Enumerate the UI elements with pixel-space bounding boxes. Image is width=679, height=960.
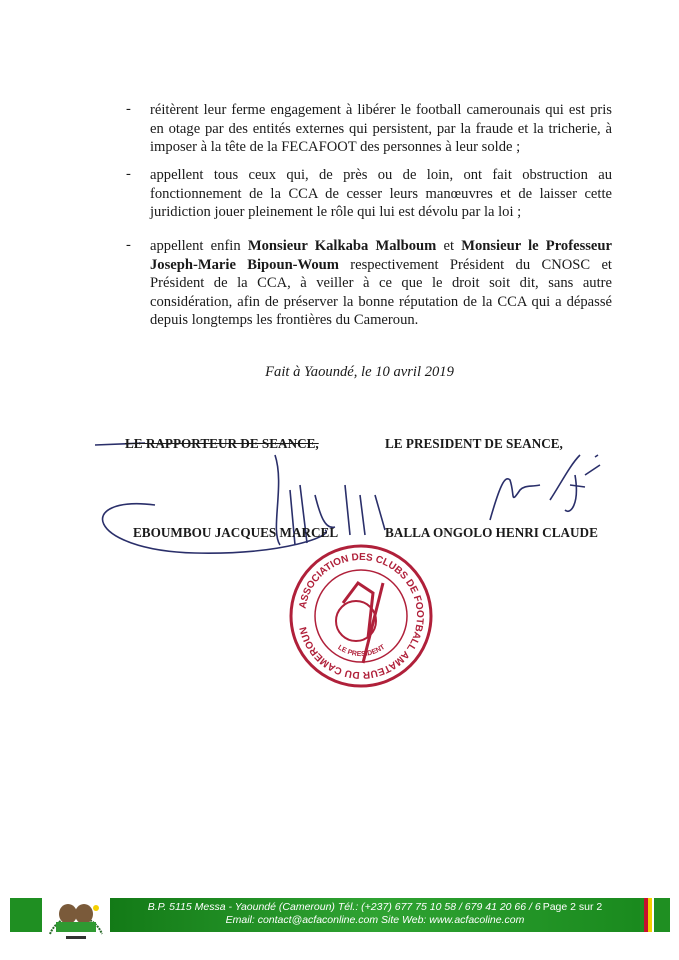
association-stamp	[288, 543, 434, 689]
association-logo	[44, 888, 108, 944]
bullet-marker: -	[126, 237, 131, 253]
svg-text:LE PRESIDENT: LE PRESIDENT	[336, 643, 387, 659]
footer-contact-bar	[110, 898, 640, 932]
page-number: Page 2 sur 2	[542, 901, 603, 913]
text-segment: appellent tous ceux qui, de près ou de loin, ont fait obstruction au fonctionnement de la CCA de cesser leurs manœuvres et de laisser cette juridiction jouer pleinement le rôle qui lui est dévolu par la loi ;	[150, 167, 612, 220]
bold-name: Monsieur le Professeur Joseph-Marie Bipoun-Woum	[150, 238, 612, 273]
svg-text:ASSOCIATION DES CLUBS DE FOOTB: ASSOCIATION DES CLUBS DE FOOTBALL AMATEUR DU CAMEROUN	[297, 551, 426, 681]
left-signatory-name: EBOUMBOU JACQUES MARCEL	[133, 525, 339, 540]
bullet-marker: -	[126, 101, 131, 117]
bullet-marker: -	[126, 166, 131, 182]
left-signatory-title: LE RAPPORTEUR DE SEANCE,	[125, 436, 319, 451]
place-date: Fait à Yaoundé, le 10 avril 2019	[265, 364, 454, 380]
footer-left-block	[10, 898, 42, 932]
flag-stripes	[640, 898, 670, 932]
bullet-text	[150, 166, 612, 222]
footer-email-site[interactable]: Email: contact@acfaconline.com Site Web: www.acfacoline.com	[225, 914, 525, 926]
signature-right-scribble	[470, 445, 620, 525]
text-segment: réitèrent leur ferme engagement à libérer le football camerounais qui est pris en otage par des entités externes qui persistent, par la fraude et la tricherie, à imposer à la tête de la FECAFOOT des personnes à leur solde ;	[150, 102, 612, 155]
right-signatory-name: BALLA ONGOLO HENRI CLAUDE	[385, 525, 598, 540]
footer-address-phone: B.P. 5115 Messa - Yaoundé (Cameroun) Tél.: (+237) 677 75 10 58 / 679 41 20 66 / 6	[147, 901, 541, 913]
text-segment: et	[436, 238, 462, 254]
bullet-text	[150, 237, 612, 330]
text-segment: respectivement Président du CNOSC et Président de la CCA, à veiller à ce que le droit soit dit, sans autre considération, afin de préserver la bonne réputation de la CCA qui a dépassé depuis longtemps les frontières du Cameroun.	[150, 256, 612, 328]
bullet-text	[150, 101, 612, 157]
bold-name: Monsieur Kalkaba Malboum	[247, 238, 437, 254]
right-signatory-title: LE PRESIDENT DE SEANCE,	[385, 436, 563, 451]
text-segment: appellent enfin	[150, 238, 248, 254]
